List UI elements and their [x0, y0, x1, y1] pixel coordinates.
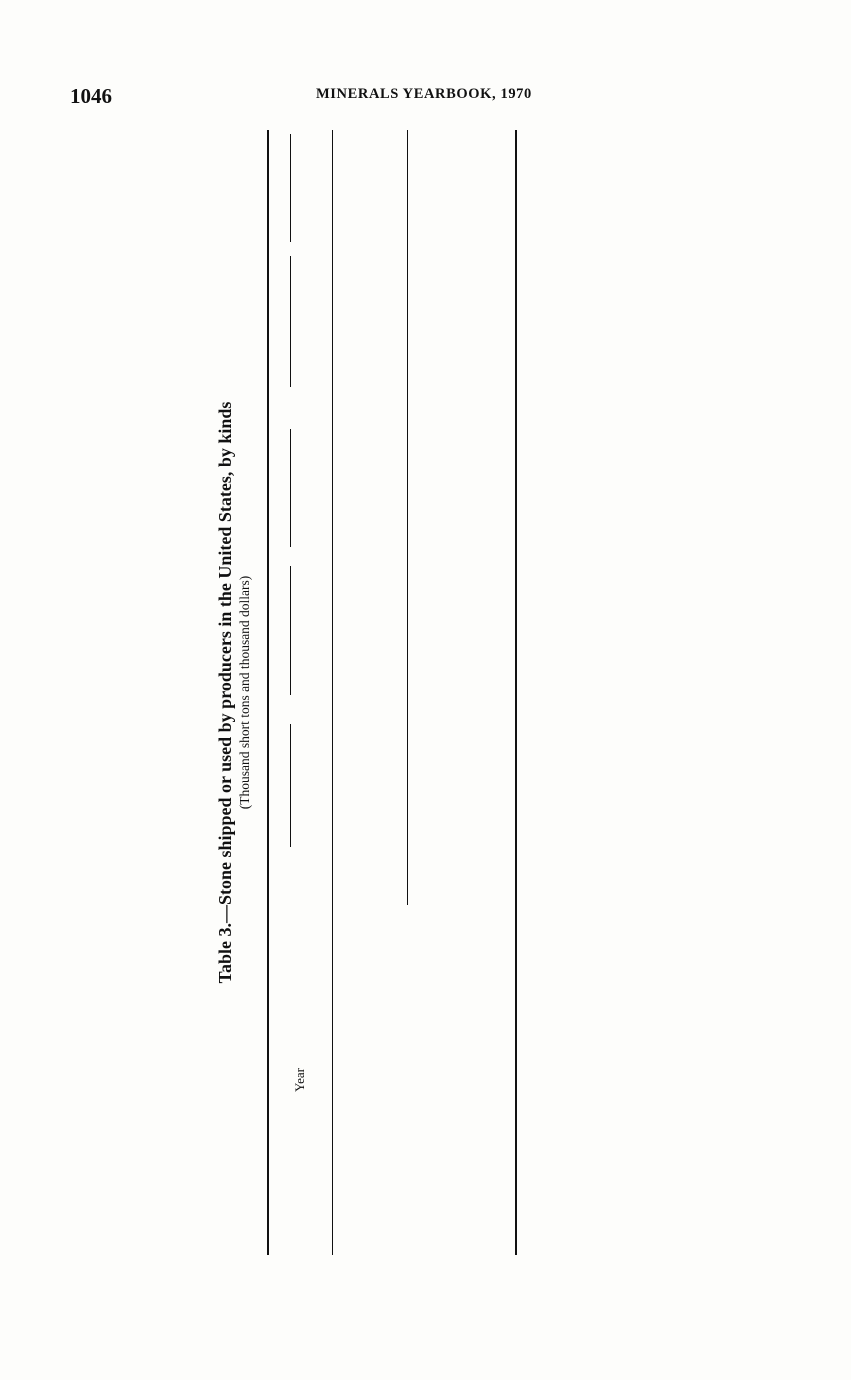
year-header: Year	[292, 1068, 307, 1092]
running-head: MINERALS YEARBOOK, 1970	[316, 86, 532, 102]
table-subtitle: (Thousand short tons and thousand dollars)	[237, 575, 252, 810]
table-title: Table 3.—Stone shipped or used by producers in the United States, by kinds	[215, 401, 235, 984]
section-divider-rule	[407, 130, 408, 905]
page-number: 1046	[70, 84, 112, 108]
header-bottom-rule	[332, 130, 333, 1255]
group-underline	[290, 256, 291, 387]
group-underline	[290, 566, 291, 695]
group-underline	[290, 134, 291, 242]
rotated-table	[215, 130, 610, 1255]
top-rule	[267, 130, 269, 1255]
bottom-rule	[515, 130, 517, 1255]
group-underline	[290, 724, 291, 847]
group-underline	[290, 429, 291, 547]
